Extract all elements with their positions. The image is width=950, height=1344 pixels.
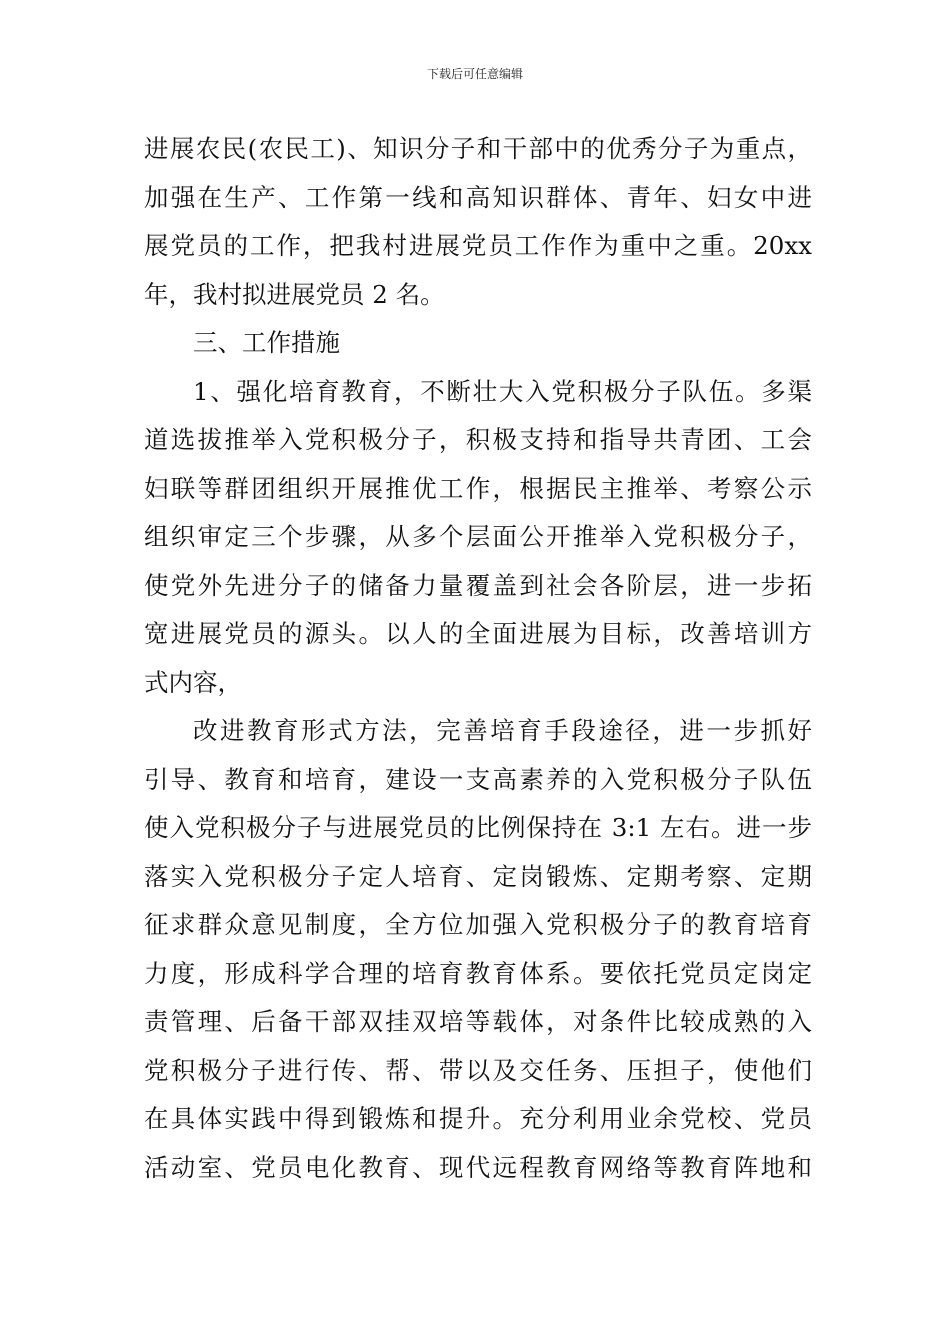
- text-line: 落实入党积极分子定人培育、定岗锻炼、定期考察、定期: [144, 861, 812, 891]
- text-line: 在具体实践中得到锻炼和提升。充分利用业余党校、党员: [144, 1104, 812, 1133]
- text-line: 责管理、后备干部双挂双培等载体，对条件比较成熟的入: [144, 1007, 812, 1036]
- text-line: 宽进展党员的源头。以人的全面进展为目标，改善培训方: [144, 619, 812, 648]
- text-line: 三、工作措施: [193, 328, 340, 357]
- text-line: 使党外先进分子的储备力量覆盖到社会各阶层，进一步拓: [144, 570, 812, 600]
- text-line: 道选拔推举入党积极分子，积极支持和指导共青团、工会: [144, 425, 812, 454]
- text-line: 妇联等群团组织开展推优工作，根据民主推举、考察公示: [144, 473, 812, 503]
- text-line: 力度，形成科学合理的培育教育体系。要依托党员定岗定: [144, 958, 812, 988]
- text-line: 党积极分子进行传、帮、带以及交任务、压担子，使他们: [144, 1055, 812, 1085]
- text-line: 组织审定三个步骤，从多个层面公开推举入党积极分子，: [144, 522, 812, 551]
- text-line: 式内容，: [144, 667, 242, 697]
- text-line: 进展农民(农民工)、知识分子和干部中的优秀分子为重点，: [144, 134, 812, 163]
- text-line: 引导、教育和培育，建设一支高素养的入党积极分子队伍: [144, 764, 812, 794]
- text-line: 加强在生产、工作第一线和高知识群体、青年、妇女中进: [144, 182, 812, 212]
- document-body: [144, 125, 812, 1192]
- text-line: 年，我村拟进展党员 2 名。: [144, 279, 445, 309]
- text-line: 展党员的工作，把我村进展党员工作作为重中之重。20xx: [144, 231, 812, 260]
- text-line: 1、强化培育教育，不断壮大入党积极分子队伍。多渠: [193, 376, 812, 406]
- page-header: 下载后可任意编辑: [426, 67, 523, 81]
- text-line: 改进教育形式方法，完善培育手段途径，进一步抓好: [193, 716, 812, 745]
- text-line: 征求群众意见制度，全方位加强入党积极分子的教育培育: [144, 910, 812, 939]
- text-line: 活动室、党员电化教育、现代远程教育网络等教育阵地和: [144, 1152, 812, 1182]
- text-line: 使入党积极分子与进展党员的比例保持在 3:1 左右。进一步: [144, 813, 812, 842]
